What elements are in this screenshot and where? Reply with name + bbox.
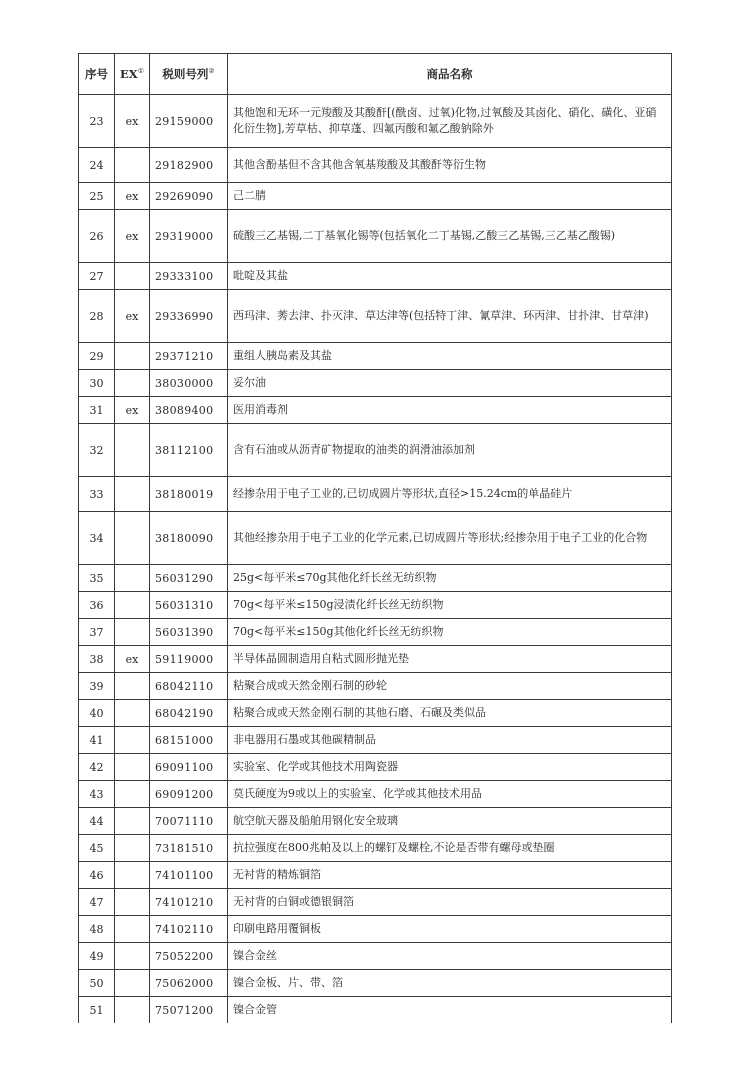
table-header-row <box>79 54 672 95</box>
table-row <box>79 646 672 673</box>
table-row <box>79 754 672 781</box>
cell-code: 56031310 <box>150 592 228 619</box>
cell-code: 38089400 <box>150 397 228 424</box>
cell-seq: 51 <box>79 997 115 1024</box>
cell-code: 75052200 <box>150 943 228 970</box>
cell-code: 56031290 <box>150 565 228 592</box>
cell-ex: ex <box>115 397 150 424</box>
cell-ex <box>115 565 150 592</box>
cell-code: 70071110 <box>150 808 228 835</box>
cell-name: 70g<每平米≤150g浸渍化纤长丝无纺织物 <box>228 592 672 619</box>
cell-name: 医用消毒剂 <box>228 397 672 424</box>
cell-name: 无衬背的精炼铜箔 <box>228 862 672 889</box>
table-row <box>79 370 672 397</box>
table-row <box>79 862 672 889</box>
header-ex-footnote: ① <box>137 67 144 76</box>
cell-seq: 29 <box>79 343 115 370</box>
cell-name: 含有石油或从沥青矿物提取的油类的润滑油添加剂 <box>228 424 672 477</box>
header-ex <box>115 54 150 95</box>
table-row <box>79 943 672 970</box>
cell-seq: 35 <box>79 565 115 592</box>
cell-code: 69091200 <box>150 781 228 808</box>
cell-ex <box>115 477 150 512</box>
cell-seq: 23 <box>79 95 115 148</box>
cell-name: 实验室、化学或其他技术用陶瓷器 <box>228 754 672 781</box>
cell-seq: 31 <box>79 397 115 424</box>
cell-code: 56031390 <box>150 619 228 646</box>
table-body <box>79 95 672 1024</box>
cell-seq: 28 <box>79 290 115 343</box>
cell-seq: 39 <box>79 673 115 700</box>
cell-name: 航空航天器及船舶用钢化安全玻璃 <box>228 808 672 835</box>
cell-name: 粘聚合成或天然金刚石制的其他石磨、石碾及类似品 <box>228 700 672 727</box>
cell-ex <box>115 592 150 619</box>
table-row <box>79 477 672 512</box>
table-row <box>79 673 672 700</box>
table-row <box>79 210 672 263</box>
cell-name: 半导体晶圆制造用自粘式圆形抛光垫 <box>228 646 672 673</box>
table-row <box>79 263 672 290</box>
cell-name: 吡啶及其盐 <box>228 263 672 290</box>
header-code-footnote: ② <box>208 67 215 76</box>
cell-ex <box>115 754 150 781</box>
cell-ex <box>115 889 150 916</box>
table-row <box>79 970 672 997</box>
cell-seq: 44 <box>79 808 115 835</box>
cell-code: 29159000 <box>150 95 228 148</box>
table-row <box>79 148 672 183</box>
cell-ex <box>115 424 150 477</box>
cell-seq: 34 <box>79 512 115 565</box>
cell-code: 68042110 <box>150 673 228 700</box>
cell-seq: 38 <box>79 646 115 673</box>
cell-seq: 36 <box>79 592 115 619</box>
cell-ex <box>115 970 150 997</box>
cell-seq: 45 <box>79 835 115 862</box>
cell-name: 西玛津、莠去津、扑灭津、草达津等(包括特丁津、氰草津、环丙津、甘扑津、甘草津) <box>228 290 672 343</box>
cell-ex <box>115 808 150 835</box>
cell-ex <box>115 619 150 646</box>
cell-ex <box>115 512 150 565</box>
cell-seq: 30 <box>79 370 115 397</box>
header-code <box>150 54 228 95</box>
header-name <box>228 54 672 95</box>
table-row <box>79 343 672 370</box>
table-row <box>79 290 672 343</box>
cell-code: 74102110 <box>150 916 228 943</box>
table-row <box>79 512 672 565</box>
cell-seq: 40 <box>79 700 115 727</box>
table-row <box>79 808 672 835</box>
cell-name: 其他经掺杂用于电子工业的化学元素,已切成圆片等形状;经掺杂用于电子工业的化合物 <box>228 512 672 565</box>
cell-ex <box>115 343 150 370</box>
cell-seq: 42 <box>79 754 115 781</box>
cell-name: 25g<每平米≤70g其他化纤长丝无纺织物 <box>228 565 672 592</box>
table-row <box>79 424 672 477</box>
cell-code: 29336990 <box>150 290 228 343</box>
header-code-label: 税则号列 <box>162 67 209 81</box>
cell-ex <box>115 673 150 700</box>
cell-name: 无衬背的白铜或德银铜箔 <box>228 889 672 916</box>
cell-ex: ex <box>115 95 150 148</box>
cell-name: 镍合金丝 <box>228 943 672 970</box>
cell-code: 68042190 <box>150 700 228 727</box>
table-row <box>79 397 672 424</box>
cell-ex <box>115 916 150 943</box>
header-seq-label: 序号 <box>85 67 108 81</box>
cell-name: 镍合金板、片、带、箔 <box>228 970 672 997</box>
cell-seq: 24 <box>79 148 115 183</box>
cell-code: 38180090 <box>150 512 228 565</box>
table-row <box>79 95 672 148</box>
cell-ex <box>115 781 150 808</box>
cell-code: 38030000 <box>150 370 228 397</box>
cell-ex <box>115 835 150 862</box>
cell-ex <box>115 727 150 754</box>
cell-name: 印刷电路用覆铜板 <box>228 916 672 943</box>
cell-code: 29269090 <box>150 183 228 210</box>
cell-ex <box>115 943 150 970</box>
cell-seq: 46 <box>79 862 115 889</box>
cell-code: 74101210 <box>150 889 228 916</box>
cell-code: 29182900 <box>150 148 228 183</box>
cell-seq: 33 <box>79 477 115 512</box>
cell-seq: 32 <box>79 424 115 477</box>
tariff-table <box>78 53 672 1023</box>
cell-ex: ex <box>115 210 150 263</box>
cell-name: 镍合金管 <box>228 997 672 1024</box>
cell-seq: 41 <box>79 727 115 754</box>
header-seq <box>79 54 115 95</box>
cell-code: 38180019 <box>150 477 228 512</box>
table-row <box>79 183 672 210</box>
cell-ex: ex <box>115 183 150 210</box>
cell-seq: 25 <box>79 183 115 210</box>
table-row <box>79 592 672 619</box>
cell-code: 75062000 <box>150 970 228 997</box>
cell-seq: 43 <box>79 781 115 808</box>
cell-seq: 47 <box>79 889 115 916</box>
cell-name: 硫酸三乙基锡,二丁基氧化锡等(包括氧化二丁基锡,乙酸三乙基锡,三乙基乙酸锡) <box>228 210 672 263</box>
cell-name: 莫氏硬度为9或以上的实验室、化学或其他技术用品 <box>228 781 672 808</box>
cell-ex <box>115 700 150 727</box>
table-row <box>79 916 672 943</box>
cell-code: 75071200 <box>150 997 228 1024</box>
cell-seq: 27 <box>79 263 115 290</box>
cell-code: 73181510 <box>150 835 228 862</box>
cell-ex: ex <box>115 290 150 343</box>
cell-name: 经掺杂用于电子工业的,已切成圆片等形状,直径>15.24cm的单晶硅片 <box>228 477 672 512</box>
cell-name: 粘聚合成或天然金刚石制的砂轮 <box>228 673 672 700</box>
table-row <box>79 727 672 754</box>
table-row <box>79 700 672 727</box>
cell-seq: 48 <box>79 916 115 943</box>
cell-name: 非电器用石墨或其他碳精制品 <box>228 727 672 754</box>
cell-code: 29333100 <box>150 263 228 290</box>
table-row <box>79 565 672 592</box>
cell-ex <box>115 997 150 1024</box>
table-row <box>79 781 672 808</box>
header-name-label: 商品名称 <box>426 67 473 81</box>
cell-code: 29319000 <box>150 210 228 263</box>
table-row <box>79 889 672 916</box>
cell-name: 其他含酚基但不含其他含氧基羧酸及其酸酐等衍生物 <box>228 148 672 183</box>
table-row <box>79 619 672 646</box>
cell-ex: ex <box>115 646 150 673</box>
table-row <box>79 835 672 862</box>
cell-name: 其他饱和无环一元羧酸及其酸酐[(酰卤、过氧)化物,过氧酸及其卤化、硝化、磺化、亚硝化衍生物],芳草枯、抑草蓬、四氟丙酸和氟乙酸钠除外 <box>228 95 672 148</box>
cell-name: 重组人胰岛素及其盐 <box>228 343 672 370</box>
cell-seq: 26 <box>79 210 115 263</box>
cell-name: 70g<每平米≤150g其他化纤长丝无纺织物 <box>228 619 672 646</box>
cell-ex <box>115 263 150 290</box>
cell-code: 38112100 <box>150 424 228 477</box>
cell-code: 59119000 <box>150 646 228 673</box>
cell-seq: 49 <box>79 943 115 970</box>
cell-ex <box>115 862 150 889</box>
table-row <box>79 997 672 1024</box>
cell-code: 29371210 <box>150 343 228 370</box>
cell-ex <box>115 148 150 183</box>
cell-code: 69091100 <box>150 754 228 781</box>
cell-code: 68151000 <box>150 727 228 754</box>
cell-name: 己二腈 <box>228 183 672 210</box>
cell-ex <box>115 370 150 397</box>
cell-code: 74101100 <box>150 862 228 889</box>
cell-seq: 50 <box>79 970 115 997</box>
cell-name: 抗拉强度在800兆帕及以上的螺钉及螺栓,不论是否带有螺母或垫圈 <box>228 835 672 862</box>
cell-seq: 37 <box>79 619 115 646</box>
cell-name: 妥尔油 <box>228 370 672 397</box>
header-ex-label: EX <box>120 67 138 81</box>
